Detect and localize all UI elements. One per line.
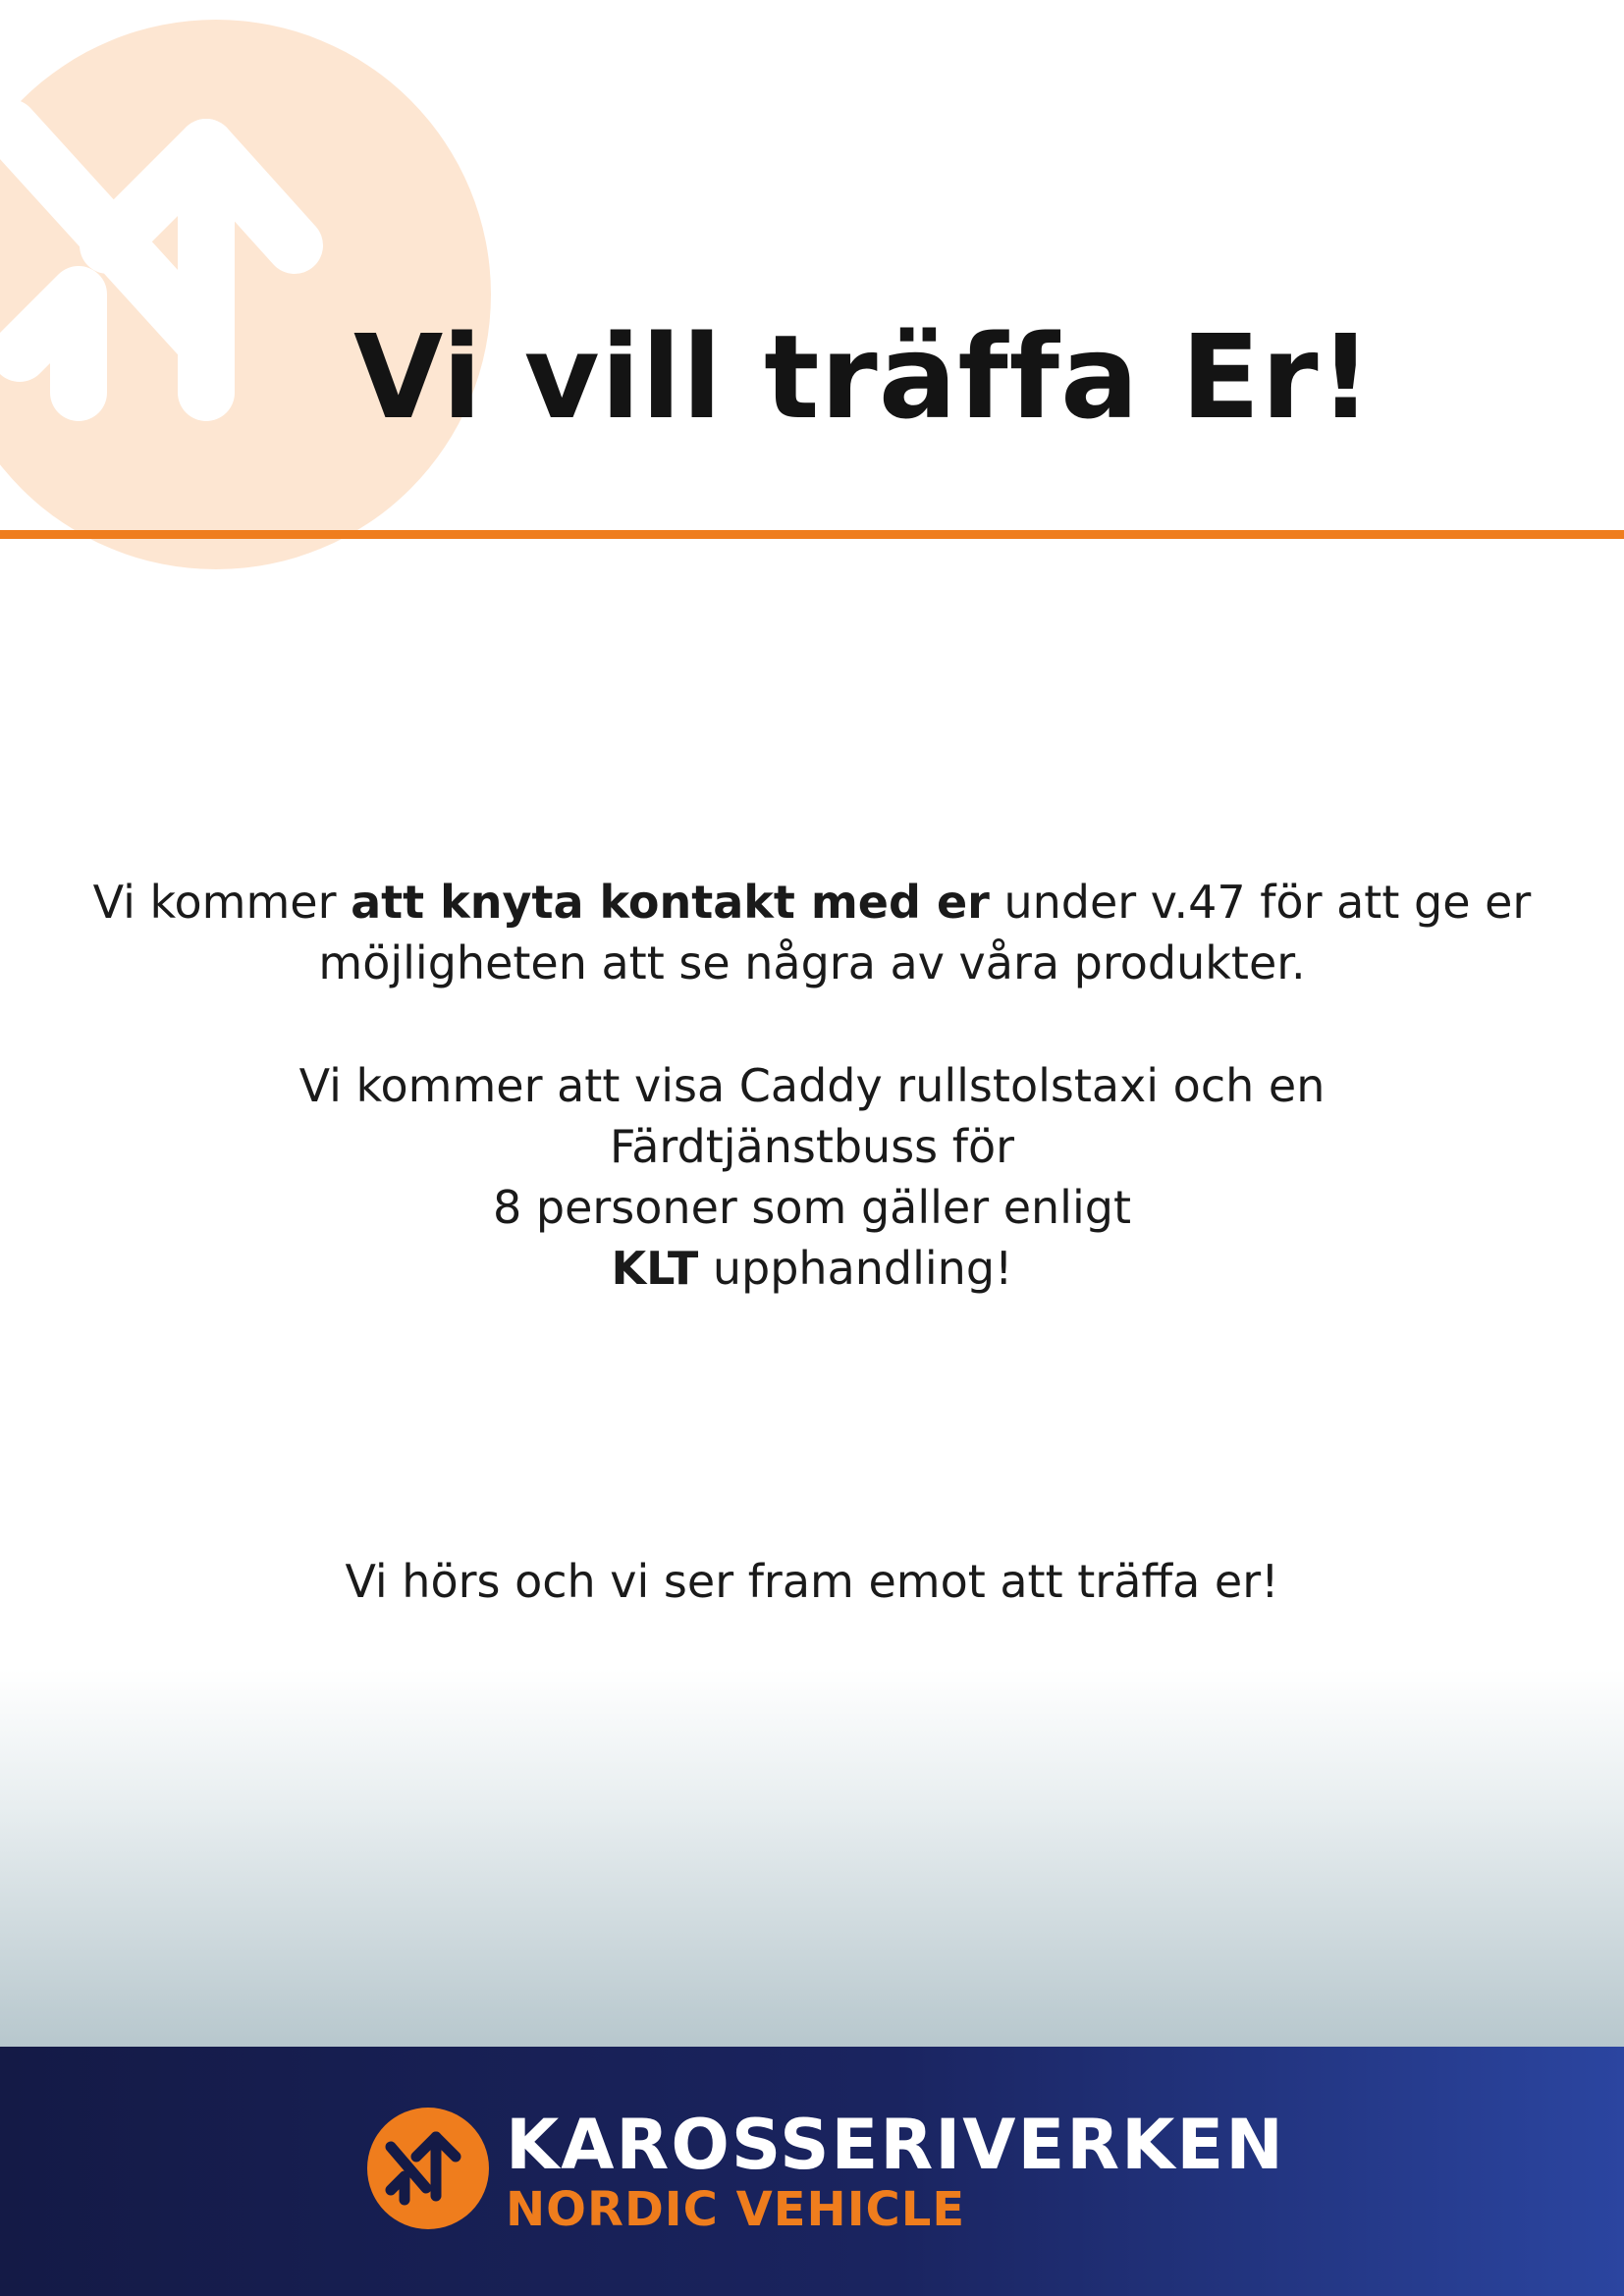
watermark-logo-icon bbox=[0, 20, 491, 569]
intro-text-after: under v.47 för att ge er bbox=[989, 876, 1532, 929]
intro-paragraph bbox=[0, 872, 1624, 993]
intro-text-before: Vi kommer bbox=[92, 876, 352, 929]
products-line-1: Vi kommer att visa Caddy rullstolstaxi och en bbox=[298, 1059, 1326, 1112]
products-paragraph bbox=[0, 1055, 1624, 1299]
closing-line: Vi hörs och vi ser fram emot att träffa er! bbox=[345, 1555, 1279, 1608]
intro-line-2: möjligheten att se några av våra produkter. bbox=[318, 936, 1306, 989]
products-line-2: Färdtjänstbuss för bbox=[609, 1120, 1015, 1173]
orange-divider bbox=[0, 530, 1624, 539]
footer-banner bbox=[0, 2047, 1624, 2296]
brand-subtitle: NORDIC VEHICLE bbox=[506, 2182, 966, 2237]
brand-name: KAROSSERIVERKEN bbox=[506, 2105, 1285, 2185]
products-line-3: 8 personer som gäller enligt bbox=[493, 1181, 1131, 1234]
karosseriverken-logo-icon bbox=[367, 2108, 489, 2229]
intro-line-1 bbox=[0, 872, 1624, 933]
products-klt-bold: KLT bbox=[611, 1242, 699, 1295]
intro-text-bold: att knyta kontakt med er bbox=[351, 876, 990, 929]
products-line-4-rest: upphandling! bbox=[698, 1242, 1013, 1295]
products-line-4 bbox=[0, 1238, 1624, 1299]
headline: Vi vill träffa Er! bbox=[353, 309, 1374, 445]
closing-paragraph bbox=[0, 1551, 1624, 1612]
